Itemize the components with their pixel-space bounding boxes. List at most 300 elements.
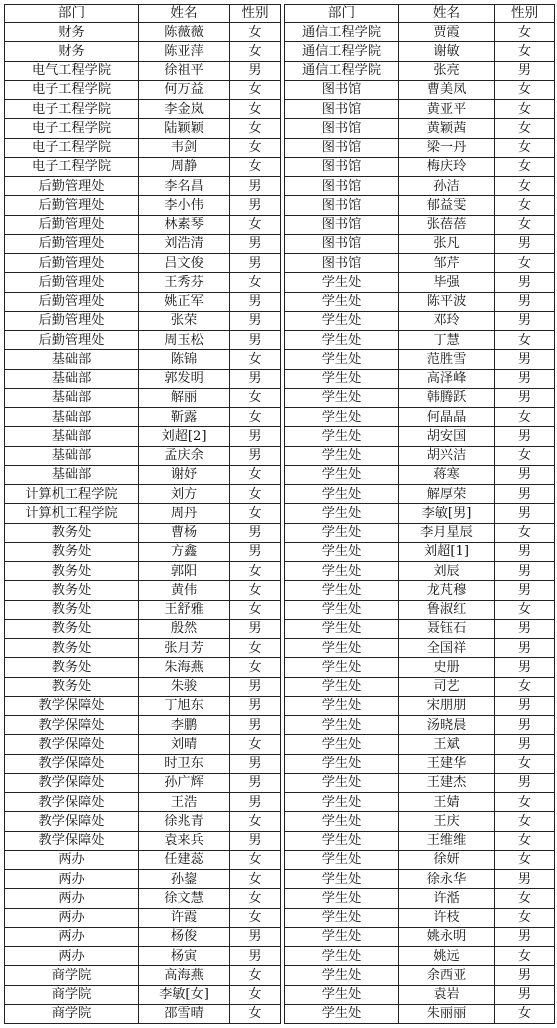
cell-sex: 男 xyxy=(230,619,281,638)
cell-sex: 男 xyxy=(495,927,555,946)
cell-sex: 女 xyxy=(495,793,555,812)
right-table-body xyxy=(285,23,555,1024)
cell-dept: 学生处 xyxy=(285,273,399,292)
header-dept: 部门 xyxy=(285,5,399,23)
cell-sex: 女 xyxy=(495,157,555,176)
cell-sex: 女 xyxy=(230,100,281,119)
cell-dept: 图书馆 xyxy=(285,138,399,157)
table-row xyxy=(285,61,555,80)
cell-name: 袁岩 xyxy=(399,985,495,1004)
table-row xyxy=(285,985,555,1004)
cell-dept: 学生处 xyxy=(285,311,399,330)
cell-name: 何万益 xyxy=(139,80,230,99)
table-row xyxy=(5,331,281,350)
cell-dept: 学生处 xyxy=(285,716,399,735)
cell-dept: 教学保障处 xyxy=(5,696,139,715)
cell-dept: 学生处 xyxy=(285,927,399,946)
cell-dept: 图书馆 xyxy=(285,100,399,119)
cell-dept: 后勤管理处 xyxy=(5,234,139,253)
cell-dept: 两办 xyxy=(5,850,139,869)
table-row xyxy=(5,273,281,292)
cell-name: 邵雪晴 xyxy=(139,1004,230,1023)
cell-dept: 通信工程学院 xyxy=(285,61,399,80)
cell-sex: 男 xyxy=(230,311,281,330)
table-row xyxy=(5,754,281,773)
header-row xyxy=(285,5,555,23)
cell-dept: 电子工程学院 xyxy=(5,80,139,99)
cell-dept: 学生处 xyxy=(285,562,399,581)
cell-sex: 男 xyxy=(230,446,281,465)
cell-sex: 男 xyxy=(230,831,281,850)
cell-dept: 学生处 xyxy=(285,600,399,619)
cell-dept: 教学保障处 xyxy=(5,793,139,812)
cell-name: 许霞 xyxy=(139,908,230,927)
cell-name: 郭发明 xyxy=(139,369,230,388)
cell-sex: 男 xyxy=(495,773,555,792)
cell-name: 黄颖茜 xyxy=(399,119,495,138)
cell-sex: 女 xyxy=(495,23,555,42)
cell-dept: 学生处 xyxy=(285,350,399,369)
cell-name: 韦剑 xyxy=(139,138,230,157)
cell-name: 陈平波 xyxy=(399,292,495,311)
cell-sex: 男 xyxy=(495,696,555,715)
cell-sex: 女 xyxy=(495,1004,555,1023)
table-row xyxy=(5,23,281,42)
cell-sex: 男 xyxy=(495,639,555,658)
table-row xyxy=(285,369,555,388)
cell-sex: 男 xyxy=(495,61,555,80)
cell-sex: 女 xyxy=(495,408,555,427)
cell-name: 徐永华 xyxy=(399,870,495,889)
table-row xyxy=(285,177,555,196)
cell-dept: 教学保障处 xyxy=(5,831,139,850)
cell-dept: 财务 xyxy=(5,42,139,61)
cell-sex: 女 xyxy=(495,80,555,99)
cell-sex: 女 xyxy=(230,870,281,889)
cell-dept: 学生处 xyxy=(285,427,399,446)
cell-dept: 学生处 xyxy=(285,812,399,831)
cell-dept: 教务处 xyxy=(5,639,139,658)
cell-name: 丁旭东 xyxy=(139,696,230,715)
cell-dept: 电子工程学院 xyxy=(5,157,139,176)
table-row xyxy=(5,523,281,542)
table-row xyxy=(5,562,281,581)
table-row xyxy=(5,100,281,119)
table-row xyxy=(5,639,281,658)
cell-dept: 学生处 xyxy=(285,985,399,1004)
cell-name: 杨寅 xyxy=(139,947,230,966)
cell-dept: 学生处 xyxy=(285,773,399,792)
cell-name: 李小伟 xyxy=(139,196,230,215)
cell-name: 梅庆玲 xyxy=(399,157,495,176)
cell-dept: 基础部 xyxy=(5,427,139,446)
table-row xyxy=(5,947,281,966)
cell-sex: 女 xyxy=(495,812,555,831)
cell-dept: 基础部 xyxy=(5,350,139,369)
table-row xyxy=(285,446,555,465)
cell-sex: 男 xyxy=(495,388,555,407)
cell-dept: 学生处 xyxy=(285,831,399,850)
cell-name: 徐祖平 xyxy=(139,61,230,80)
table-row xyxy=(5,408,281,427)
cell-sex: 女 xyxy=(230,581,281,600)
cell-dept: 学生处 xyxy=(285,947,399,966)
cell-name: 胡安国 xyxy=(399,427,495,446)
cell-name: 王建华 xyxy=(399,754,495,773)
cell-dept: 教学保障处 xyxy=(5,754,139,773)
table-row xyxy=(5,870,281,889)
table-row xyxy=(285,465,555,484)
cell-sex: 女 xyxy=(495,196,555,215)
cell-name: 陈锦 xyxy=(139,350,230,369)
table-row xyxy=(5,42,281,61)
cell-sex: 男 xyxy=(495,273,555,292)
cell-dept: 电子工程学院 xyxy=(5,119,139,138)
cell-name: 李敏[男] xyxy=(399,504,495,523)
table-row xyxy=(5,600,281,619)
cell-name: 韩腾跃 xyxy=(399,388,495,407)
cell-sex: 女 xyxy=(230,658,281,677)
table-row xyxy=(5,581,281,600)
table-row xyxy=(285,562,555,581)
staff-roster xyxy=(4,4,553,1024)
cell-sex: 女 xyxy=(495,177,555,196)
cell-name: 刘方 xyxy=(139,485,230,504)
cell-sex: 男 xyxy=(230,927,281,946)
cell-sex: 男 xyxy=(230,773,281,792)
table-row xyxy=(285,350,555,369)
cell-dept: 基础部 xyxy=(5,369,139,388)
cell-sex: 女 xyxy=(230,350,281,369)
cell-dept: 学生处 xyxy=(285,850,399,869)
cell-dept: 教务处 xyxy=(5,600,139,619)
table-row xyxy=(285,793,555,812)
cell-name: 毕强 xyxy=(399,273,495,292)
cell-dept: 两办 xyxy=(5,870,139,889)
cell-sex: 女 xyxy=(230,408,281,427)
cell-name: 陈薇薇 xyxy=(139,23,230,42)
table-row xyxy=(285,735,555,754)
cell-dept: 教务处 xyxy=(5,542,139,561)
table-row xyxy=(5,1004,281,1023)
table-row xyxy=(285,889,555,908)
cell-sex: 女 xyxy=(495,446,555,465)
cell-name: 黄伟 xyxy=(139,581,230,600)
cell-sex: 男 xyxy=(230,369,281,388)
cell-dept: 后勤管理处 xyxy=(5,177,139,196)
table-row xyxy=(285,138,555,157)
cell-sex: 男 xyxy=(230,754,281,773)
cell-name: 龙芃穆 xyxy=(399,581,495,600)
cell-name: 蒋寒 xyxy=(399,465,495,484)
cell-name: 梁一丹 xyxy=(399,138,495,157)
table-row xyxy=(285,100,555,119)
cell-name: 何晶晶 xyxy=(399,408,495,427)
table-row xyxy=(285,331,555,350)
table-row xyxy=(5,177,281,196)
table-row xyxy=(5,619,281,638)
cell-dept: 学生处 xyxy=(285,504,399,523)
cell-name: 解厚荣 xyxy=(399,485,495,504)
cell-sex: 女 xyxy=(230,215,281,234)
cell-sex: 女 xyxy=(230,504,281,523)
cell-sex: 男 xyxy=(495,234,555,253)
cell-name: 邓玲 xyxy=(399,311,495,330)
cell-dept: 后勤管理处 xyxy=(5,254,139,273)
cell-sex: 男 xyxy=(495,619,555,638)
cell-sex: 男 xyxy=(230,254,281,273)
cell-dept: 学生处 xyxy=(285,677,399,696)
cell-sex: 男 xyxy=(230,696,281,715)
table-row xyxy=(285,234,555,253)
table-row xyxy=(5,793,281,812)
cell-sex: 女 xyxy=(495,138,555,157)
cell-sex: 女 xyxy=(495,850,555,869)
cell-name: 徐文慧 xyxy=(139,889,230,908)
cell-dept: 教务处 xyxy=(5,562,139,581)
right-table xyxy=(284,4,555,1024)
cell-name: 汤晓晨 xyxy=(399,716,495,735)
cell-dept: 学生处 xyxy=(285,331,399,350)
cell-name: 刘浩清 xyxy=(139,234,230,253)
cell-name: 刘超[1] xyxy=(399,542,495,561)
table-row xyxy=(5,311,281,330)
cell-dept: 教务处 xyxy=(5,581,139,600)
cell-name: 邹芹 xyxy=(399,254,495,273)
table-row xyxy=(5,119,281,138)
cell-name: 聂钰石 xyxy=(399,619,495,638)
table-row xyxy=(5,812,281,831)
table-row xyxy=(285,42,555,61)
cell-dept: 电子工程学院 xyxy=(5,100,139,119)
cell-sex: 男 xyxy=(495,658,555,677)
cell-sex: 女 xyxy=(495,754,555,773)
cell-dept: 学生处 xyxy=(285,966,399,985)
cell-dept: 商学院 xyxy=(5,966,139,985)
cell-sex: 女 xyxy=(495,600,555,619)
cell-dept: 学生处 xyxy=(285,793,399,812)
header-row xyxy=(5,5,281,23)
cell-dept: 电子工程学院 xyxy=(5,138,139,157)
cell-name: 陈亚萍 xyxy=(139,42,230,61)
table-row xyxy=(285,388,555,407)
cell-sex: 男 xyxy=(495,369,555,388)
cell-sex: 女 xyxy=(230,157,281,176)
cell-dept: 计算机工程学院 xyxy=(5,485,139,504)
cell-name: 曹美凤 xyxy=(399,80,495,99)
cell-dept: 商学院 xyxy=(5,1004,139,1023)
table-row xyxy=(285,1004,555,1023)
cell-sex: 男 xyxy=(495,427,555,446)
cell-name: 李金岚 xyxy=(139,100,230,119)
table-row xyxy=(5,196,281,215)
cell-name: 孙广辉 xyxy=(139,773,230,792)
header-dept: 部门 xyxy=(5,5,139,23)
cell-name: 陆颖颖 xyxy=(139,119,230,138)
cell-sex: 男 xyxy=(495,735,555,754)
table-row xyxy=(285,619,555,638)
cell-sex: 女 xyxy=(230,562,281,581)
cell-dept: 教务处 xyxy=(5,658,139,677)
cell-sex: 女 xyxy=(230,889,281,908)
cell-dept: 教学保障处 xyxy=(5,716,139,735)
table-row xyxy=(285,311,555,330)
cell-name: 朱骏 xyxy=(139,677,230,696)
table-row xyxy=(5,735,281,754)
cell-sex: 男 xyxy=(230,234,281,253)
cell-name: 鲁淑红 xyxy=(399,600,495,619)
cell-dept: 学生处 xyxy=(285,369,399,388)
cell-name: 张亮 xyxy=(399,61,495,80)
cell-dept: 基础部 xyxy=(5,446,139,465)
cell-sex: 男 xyxy=(230,542,281,561)
cell-sex: 男 xyxy=(230,331,281,350)
header-sex: 性别 xyxy=(230,5,281,23)
cell-sex: 男 xyxy=(230,61,281,80)
cell-dept: 教学保障处 xyxy=(5,735,139,754)
cell-name: 张月芳 xyxy=(139,639,230,658)
cell-name: 史册 xyxy=(399,658,495,677)
table-row xyxy=(285,850,555,869)
cell-dept: 两办 xyxy=(5,927,139,946)
cell-dept: 图书馆 xyxy=(285,215,399,234)
cell-dept: 后勤管理处 xyxy=(5,196,139,215)
cell-dept: 教务处 xyxy=(5,619,139,638)
cell-name: 林素琴 xyxy=(139,215,230,234)
cell-name: 李鹏 xyxy=(139,716,230,735)
cell-name: 孙鋆 xyxy=(139,870,230,889)
table-row xyxy=(5,677,281,696)
left-table xyxy=(4,4,281,1024)
cell-name: 胡兴洁 xyxy=(399,446,495,465)
table-row xyxy=(285,215,555,234)
cell-dept: 计算机工程学院 xyxy=(5,504,139,523)
cell-dept: 学生处 xyxy=(285,485,399,504)
cell-sex: 女 xyxy=(230,966,281,985)
cell-name: 王浩 xyxy=(139,793,230,812)
table-row xyxy=(285,504,555,523)
cell-sex: 女 xyxy=(230,1004,281,1023)
cell-sex: 男 xyxy=(495,870,555,889)
cell-sex: 男 xyxy=(230,523,281,542)
table-row xyxy=(5,215,281,234)
cell-name: 曹杨 xyxy=(139,523,230,542)
cell-sex: 女 xyxy=(230,119,281,138)
cell-name: 王舒雅 xyxy=(139,600,230,619)
cell-sex: 男 xyxy=(495,966,555,985)
table-row xyxy=(5,254,281,273)
cell-dept: 学生处 xyxy=(285,388,399,407)
table-row xyxy=(5,61,281,80)
cell-dept: 两办 xyxy=(5,908,139,927)
cell-sex: 男 xyxy=(230,292,281,311)
cell-dept: 学生处 xyxy=(285,908,399,927)
cell-sex: 男 xyxy=(495,581,555,600)
cell-name: 王秀芬 xyxy=(139,273,230,292)
cell-dept: 教务处 xyxy=(5,677,139,696)
table-row xyxy=(285,658,555,677)
cell-name: 高泽峰 xyxy=(399,369,495,388)
table-row xyxy=(5,446,281,465)
cell-sex: 男 xyxy=(230,947,281,966)
cell-name: 吕文俊 xyxy=(139,254,230,273)
cell-dept: 基础部 xyxy=(5,408,139,427)
cell-sex: 女 xyxy=(230,388,281,407)
table-row xyxy=(285,427,555,446)
cell-dept: 学生处 xyxy=(285,619,399,638)
table-row xyxy=(5,504,281,523)
cell-sex: 女 xyxy=(230,908,281,927)
cell-dept: 通信工程学院 xyxy=(285,23,399,42)
cell-sex: 女 xyxy=(230,23,281,42)
cell-dept: 图书馆 xyxy=(285,80,399,99)
cell-sex: 女 xyxy=(230,42,281,61)
table-row xyxy=(285,639,555,658)
cell-name: 李月星辰 xyxy=(399,523,495,542)
cell-sex: 女 xyxy=(230,735,281,754)
cell-sex: 女 xyxy=(495,42,555,61)
table-row xyxy=(5,889,281,908)
cell-name: 黄亚平 xyxy=(399,100,495,119)
cell-dept: 学生处 xyxy=(285,542,399,561)
cell-dept: 教学保障处 xyxy=(5,812,139,831)
cell-sex: 男 xyxy=(495,542,555,561)
cell-sex: 女 xyxy=(230,850,281,869)
cell-name: 徐妍 xyxy=(399,850,495,869)
table-row xyxy=(5,985,281,1004)
cell-name: 丁慧 xyxy=(399,331,495,350)
cell-sex: 女 xyxy=(495,215,555,234)
cell-dept: 学生处 xyxy=(285,735,399,754)
cell-name: 孙洁 xyxy=(399,177,495,196)
cell-sex: 女 xyxy=(230,600,281,619)
cell-dept: 基础部 xyxy=(5,465,139,484)
cell-sex: 女 xyxy=(230,639,281,658)
table-row xyxy=(5,773,281,792)
cell-sex: 女 xyxy=(495,831,555,850)
table-row xyxy=(285,254,555,273)
cell-sex: 男 xyxy=(230,177,281,196)
header-name: 姓名 xyxy=(399,5,495,23)
cell-dept: 学生处 xyxy=(285,408,399,427)
cell-sex: 男 xyxy=(230,196,281,215)
cell-sex: 女 xyxy=(495,100,555,119)
cell-sex: 女 xyxy=(495,677,555,696)
cell-sex: 女 xyxy=(230,465,281,484)
table-row xyxy=(285,966,555,985)
cell-sex: 男 xyxy=(230,427,281,446)
cell-name: 姚永明 xyxy=(399,927,495,946)
cell-dept: 商学院 xyxy=(5,985,139,1004)
cell-name: 杨俊 xyxy=(139,927,230,946)
table-row xyxy=(5,716,281,735)
cell-name: 刘晴 xyxy=(139,735,230,754)
table-row xyxy=(5,658,281,677)
table-row xyxy=(5,850,281,869)
cell-dept: 图书馆 xyxy=(285,196,399,215)
cell-dept: 图书馆 xyxy=(285,157,399,176)
cell-dept: 教学保障处 xyxy=(5,773,139,792)
cell-name: 张凡 xyxy=(399,234,495,253)
cell-name: 司艺 xyxy=(399,677,495,696)
left-table-body xyxy=(5,23,281,1024)
cell-dept: 学生处 xyxy=(285,446,399,465)
cell-dept: 图书馆 xyxy=(285,234,399,253)
table-row xyxy=(5,292,281,311)
cell-dept: 通信工程学院 xyxy=(285,42,399,61)
cell-name: 余西亚 xyxy=(399,966,495,985)
table-row xyxy=(285,947,555,966)
